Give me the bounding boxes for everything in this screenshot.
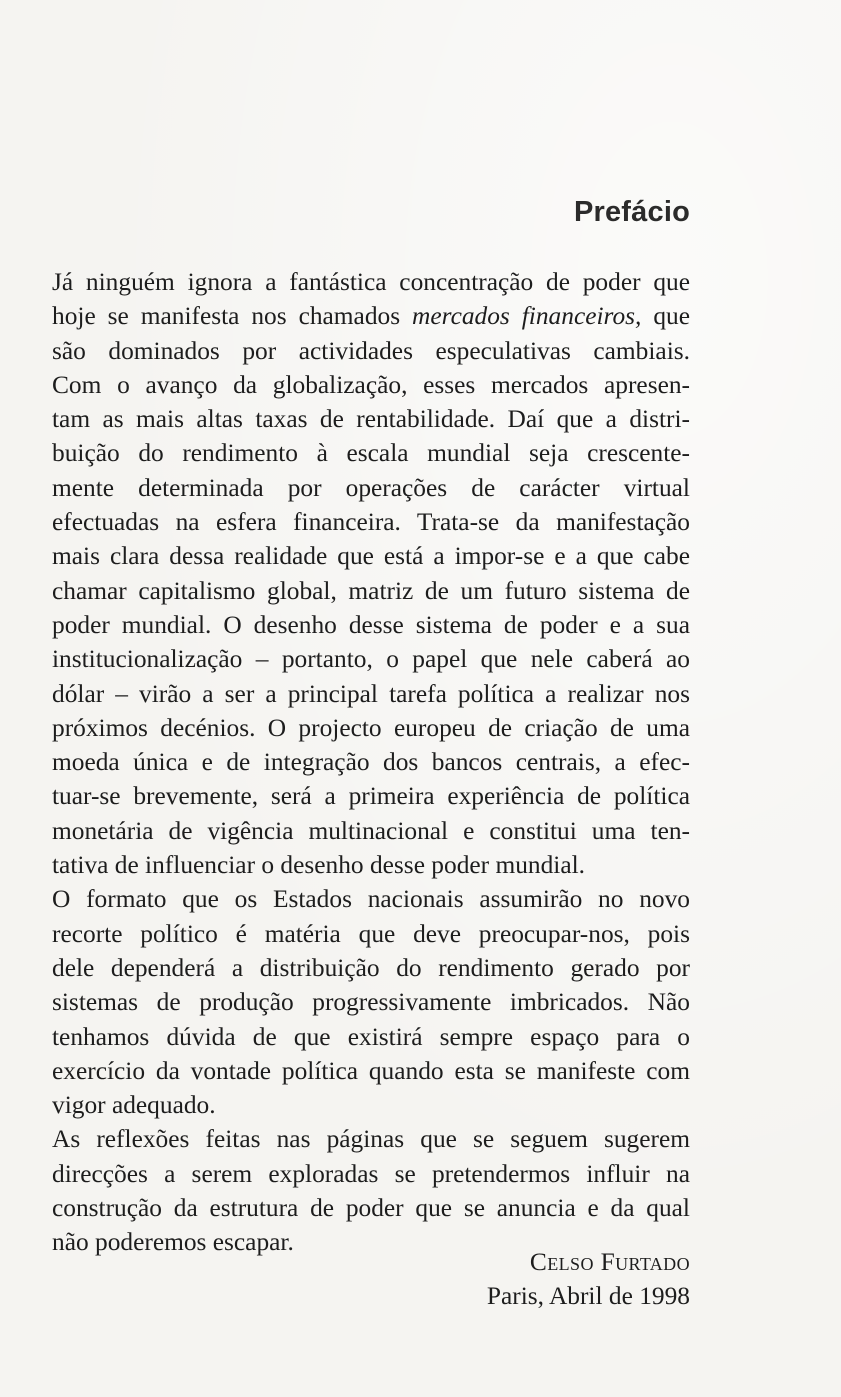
italic-term: mercados financeiros, bbox=[412, 302, 642, 331]
text-line: dele dependerá a distribuição do rendimento gerado por bbox=[52, 953, 690, 982]
text-line: tenhamos dúvida de que existirá sempre espaço para o bbox=[52, 1022, 690, 1051]
text-line: poder mundial. O desenho desse sistema de poder e a sua bbox=[52, 610, 690, 639]
text-line: monetária de vigência multinacional e constitui uma ten- bbox=[52, 816, 690, 845]
text-run: hoje se manifesta nos chamados bbox=[52, 302, 413, 331]
page-title: Prefácio bbox=[573, 196, 690, 228]
text-line: mais clara dessa realidade que está a impor-se e a que cabe bbox=[52, 542, 690, 571]
text-line: exercício da vontade política quando esta se manifeste com bbox=[52, 1056, 690, 1085]
text-line: institucionalização – portanto, o papel que nele caberá ao bbox=[52, 645, 690, 674]
text-line: Com o avanço da globalização, esses mercados apresen- bbox=[52, 370, 690, 399]
text-line: dólar – virão a ser a principal tarefa política a realizar nos bbox=[52, 679, 690, 708]
text-line bbox=[52, 299, 690, 333]
text-run: que bbox=[641, 302, 690, 331]
text-line: buição do rendimento à escala mundial seja crescente- bbox=[52, 439, 690, 468]
text-line: chamar capitalismo global, matriz de um futuro sistema de bbox=[52, 576, 690, 605]
paragraph-3 bbox=[52, 1122, 690, 1259]
text-line: O formato que os Estados nacionais assumirão no novo bbox=[52, 885, 690, 914]
text-line: sistemas de produção progressivamente imbricados. Não bbox=[52, 988, 690, 1017]
preface-body bbox=[52, 265, 690, 1260]
text-line: vigor adequado. bbox=[52, 1091, 216, 1120]
text-line: não poderemos escapar. bbox=[52, 1228, 294, 1257]
text-line: moeda única e de integração dos bancos centrais, a efec- bbox=[52, 748, 690, 777]
text-line: mente determinada por operações de carácter virtual bbox=[52, 473, 690, 502]
text-line: recorte político é matéria que deve preocupar-nos, pois bbox=[52, 919, 690, 948]
text-line: Já ninguém ignora a fantástica concentração de poder que bbox=[52, 268, 690, 296]
text-line: As reflexões feitas nas páginas que se seguem sugerem bbox=[52, 1125, 690, 1154]
text-line: são dominados por actividades especulativas cambiais. bbox=[52, 336, 690, 365]
text-line: próximos decénios. O projecto europeu de criação de uma bbox=[52, 713, 690, 742]
paragraph-2 bbox=[52, 882, 690, 1122]
text-line: tam as mais altas taxas de rentabilidade. Daí que a distri- bbox=[52, 405, 690, 434]
signature-block bbox=[487, 1245, 690, 1314]
paragraph-1 bbox=[52, 265, 690, 882]
author-name: Celso Furtado bbox=[529, 1248, 690, 1276]
text-line: tuar-se brevemente, será a primeira experiência de política bbox=[52, 782, 690, 811]
place-date: Paris, Abril de 1998 bbox=[486, 1282, 690, 1311]
text-line: efectuadas na esfera financeira. Trata-se da manifestação bbox=[52, 508, 690, 537]
text-line: direcções a serem exploradas se pretendermos influir na bbox=[52, 1159, 690, 1188]
text-line: tativa de influenciar o desenho desse poder mundial. bbox=[52, 851, 586, 880]
text-line: construção da estrutura de poder que se anuncia e da qual bbox=[52, 1194, 690, 1223]
